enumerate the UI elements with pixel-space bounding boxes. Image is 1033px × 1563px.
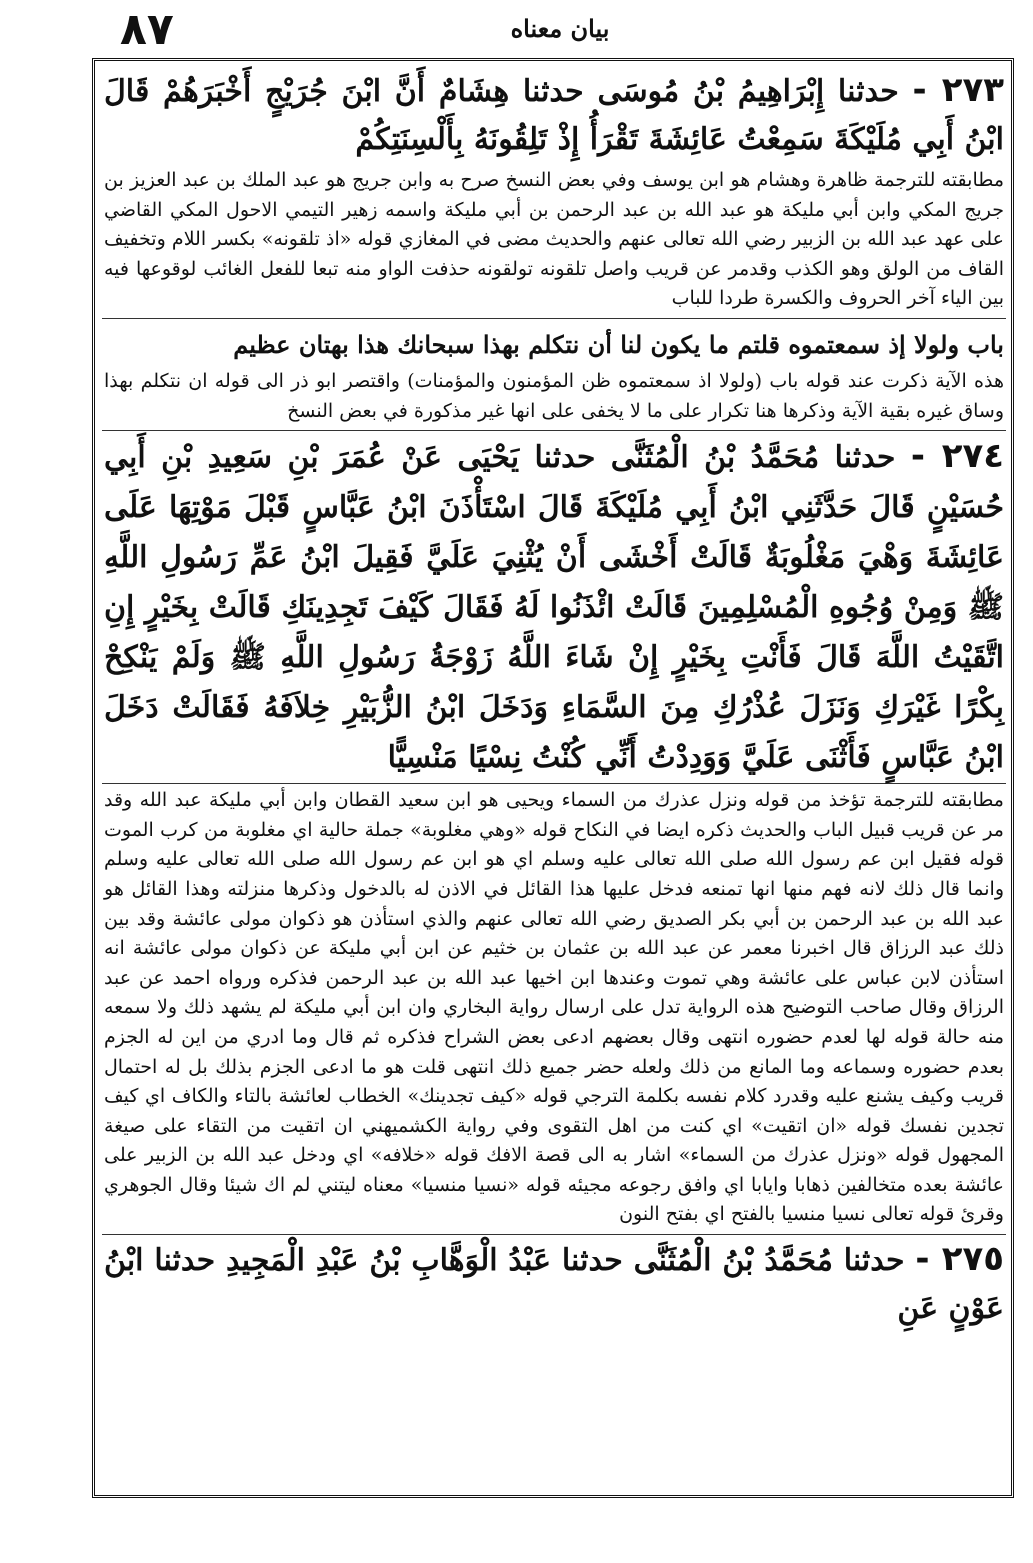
hadith-text: حدثنا إِبْرَاهِيمُ بْنُ مُوسَى حدثنا هِشَامٌ أَنَّ ابْنَ جُرَيْجٍ أَخْبَرَهُمْ قَالَ ابْنُ أَبِي مُلَيْكَةَ سَمِعْتُ عَائِشَةَ تَقْرَأُ إِذْ تَلِقُونَهُ بِأَلْسِنَتِكُمْ [104, 74, 1004, 157]
hadith-275 [104, 1235, 1004, 1333]
hadith-273 [104, 66, 1004, 164]
page-number: ٨٧ [120, 4, 174, 55]
hadith-274 [104, 431, 1004, 783]
hadith-number: ٢٧٥ - [915, 1239, 1005, 1280]
commentary-273: مطابقته للترجمة ظاهرة وهشام هو ابن يوسف وفي بعض النسخ صرح به وابن جريج هو عبد الملك بن عبد العزيز بن جريج المكي وابن أبي مليكة هو عبد الله بن عبد الرحمن بن أبي مليكة واسمه زهير التيمي الاحول المكي القاضي على عهد عبد الله بن الزبير رضي الله تعالى عنهم والحديث مضى في المغازي قوله «اذ تلقونه» بكسر اللام وتخفيف القاف من الولق وهو الكذب وقدمر عن قريب واصل تلقونه تولقونه حذفت الواو منه تبعا للفعل الغائب لوقوعها فيه بين الياء آخر الحروف والكسرة طردا للباب [104, 169, 1004, 310]
page-body [100, 64, 1008, 1492]
hadith-text: حدثنا مُحَمَّدُ بْنُ الْمُثَنَّى حدثنا عَبْدُ الْوَهَّابِ بْنُ عَبْدِ الْمَجِيدِ حدثنا ابْنُ عَوْنٍ عَنِ [104, 1243, 1004, 1327]
chapter-heading: باب ولولا إذ سمعتموه قلتم ما يكون لنا أن نتكلم بهذا سبحانك هذا بهتان عظيم [233, 329, 1004, 359]
hadith-number: ٢٧٣ - [912, 70, 1005, 110]
hadith-number: ٢٧٤ - [910, 436, 1005, 477]
commentary-274: مطابقته للترجمة تؤخذ من قوله ونزل عذرك من السماء ويحيى هو ابن سعيد القطان وابن أبي مليكة عبد الله وقد مر عن قريب قبيل الباب والحديث ذكره ايضا في النكاح قوله «وهي مغلوبة» جملة حالية اي مغلوبة من كرب الموت قوله فقيل ابن عم رسول الله صلى الله تعالى عليه وسلم اي هو ابن عم رسول الله صلى الله تعالى عليه وسلم وانما قال ذلك لانه فهم منها انها تمنعه فدخل عليها هذا القائل في الاذن له بالدخول وذكرها منزلته وهذا القائل هو عبد الله بن عبد الرحمن بن أبي بكر الصديق رضي الله تعالى عنهم والذي استأذن هو ذكوان مولى عائشة وقد بين ذلك عبد الرزاق قال اخبرنا معمر عن عبد الله بن عثمان بن خثيم عن ابن أبي مليكة عن ذكوان مولى عائشة انه استأذن لابن عباس على عائشة وهي تموت وعندها ابن اخيها عبد الله بن عبد الرحمن فذكره ورواه احمد عن عبد الرزاق وقال صاحب التوضيح هذه الرواية تدل على ارسال رواية البخاري وان ابن أبي مليكة لم يشهد ذلك ولا سمعه منه حالة قوله لها لعدم حضوره انتهى وقال بعضهم ادعى بعض الشراح فذكره ثم قال وما ادري من اين له الجزم بعدم حضوره وسماعه وما المانع من ذلك ولعله حضر جميع ذلك انتهى قلت هو ما ادعى الجزم بذلك بل له احتمال قريب وكيف يشنع عليه وقدرد كلام نفسه بكلمة الترجي قوله «كيف تجدينك» الخطاب لعائشة بالتاء والكاف اي كيف تجدين نفسك قوله «ان اتقيت» اي كنت من اهل التقوى وفي رواية الكشميهني ان اتقيت من التقاء على صيغة المجهول قوله «ونزل عذرك من السماء» اشار به الى قصة الافك قوله «خلافه» اي ودخل عبد الله بن الزبير على عائشة بعده متخالفين ذهابا وايابا اي وافق رجوعه مجيئه قوله «نسيا منسيا» معناه ليتني لم اك شيئا وقال الجوهري وقرئ قوله تعالى نسيا منسيا بالفتح اي بفتح النون [104, 789, 1004, 1226]
page-header [90, 4, 1030, 56]
divider [102, 783, 1006, 784]
hadith-text: حدثنا مُحَمَّدُ بْنُ الْمُثَنَّى حدثنا يَحْيَى عَنْ عُمَرَ بْنِ سَعِيدِ بْنِ أَبِي حُسَيْنٍ قَالَ حَدَّثَنِي ابْنُ أَبِي مُلَيْكَةَ قَالَ اسْتَأْذَنَ ابْنُ عَبَّاسٍ قَبْلَ مَوْتِهَا عَلَى عَائِشَةَ وَهْيَ مَغْلُوبَةٌ قَالَتْ أَخْشَى أَنْ يُثْنِيَ عَلَيَّ فَقِيلَ ابْنُ عَمِّ رَسُولِ اللَّهِ ﷺ وَمِنْ وُجُوهِ الْمُسْلِمِينَ قَالَتْ ائْذَنُوا لَهُ فَقَالَ كَيْفَ تَجِدِينَكِ قَالَتْ بِخَيْرٍ إِنِ اتَّقَيْتُ اللَّهَ قَالَ فَأَنْتِ بِخَيْرٍ إِنْ شَاءَ اللَّهُ زَوْجَةُ رَسُولِ اللَّهِ ﷺ وَلَمْ يَنْكِحْ بِكْرًا غَيْرَكِ وَنَزَلَ عُذْرُكِ مِنَ السَّمَاءِ وَدَخَلَ ابْنُ الزُّبَيْرِ خِلاَفَهُ فَقَالَتْ دَخَلَ ابْنُ عَبَّاسٍ فَأَثْنَى عَلَيَّ وَوَدِدْتُ أَنِّي كُنْتُ نِسْيًا مَنْسِيًّا [104, 440, 1004, 776]
running-head: بيان معناه [510, 14, 610, 43]
divider [102, 318, 1006, 319]
commentary-chapter: هذه الآية ذكرت عند قوله باب (ولولا اذ سمعتموه ظن المؤمنون والمؤمنات) واقتصر ابو ذر الى قوله ان نتكلم بهذا وساق غيره بقية الآية وذكرها هنا تكرار على ما لا يخفى على انها غير مذكورة في بعض النسخ [104, 369, 1004, 422]
